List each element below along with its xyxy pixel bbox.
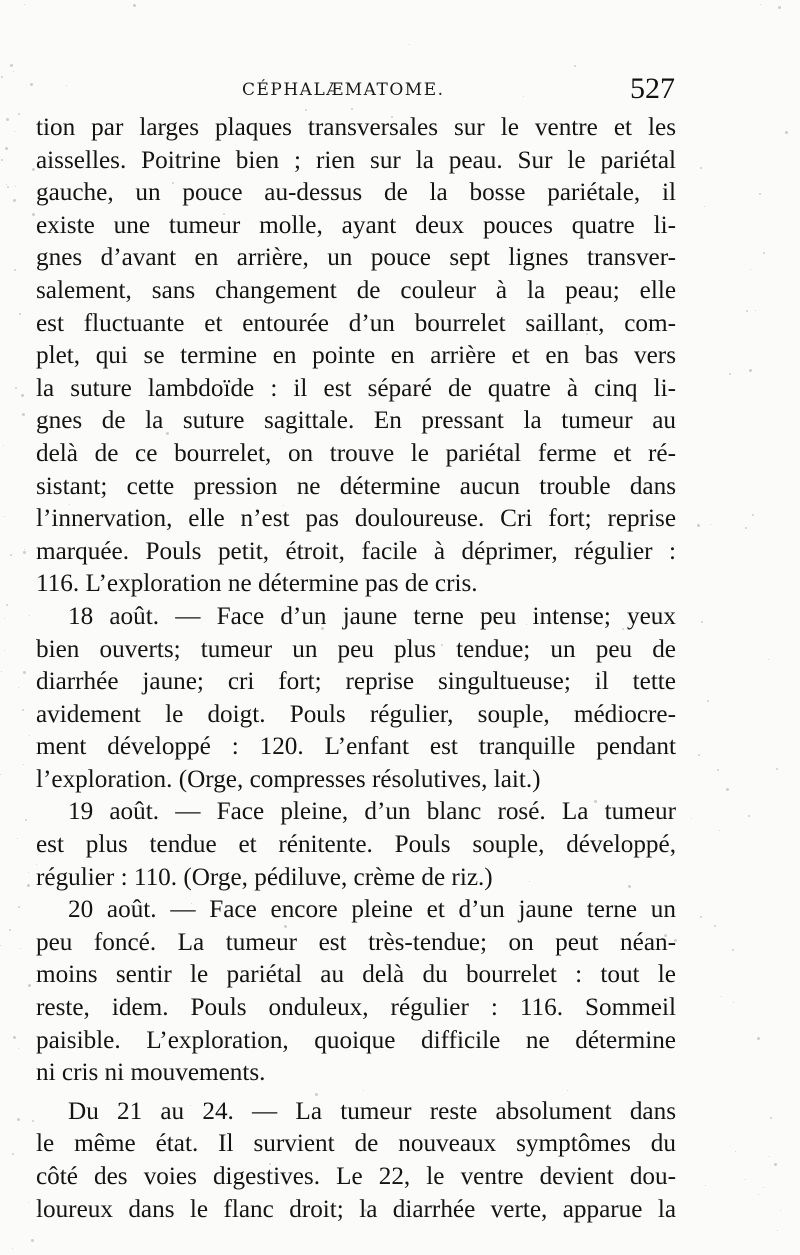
- paper-speckle: [133, 4, 136, 7]
- text-line: marquée. Pouls petit, étroit, facile à déprimer, régulier :: [36, 537, 676, 565]
- paper-speckle: [6, 118, 9, 121]
- text-line: est plus tendue et rénitente. Pouls souple, développé,: [36, 831, 676, 859]
- paper-speckle: [7, 186, 9, 188]
- text-line: existe une tumeur molle, ayant deux pouces quatre li-: [36, 211, 676, 239]
- paper-speckle: [14, 131, 15, 132]
- paper-speckle: [22, 413, 25, 416]
- paper-speckle: [729, 373, 731, 375]
- paper-speckle: [28, 1202, 29, 1203]
- paper-speckle: [733, 1002, 734, 1003]
- paper-speckle: [758, 1194, 759, 1195]
- paper-speckle: [18, 906, 20, 908]
- paper-speckle: [721, 996, 722, 997]
- paper-speckle: [785, 131, 788, 134]
- paper-speckle: [749, 369, 752, 372]
- paper-speckle: [366, 646, 367, 647]
- paper-speckle: [704, 206, 705, 207]
- paper-speckle: [21, 394, 24, 397]
- text-line: plet, qui se termine en pointe en arrière et en bas vers: [36, 342, 676, 370]
- paper-speckle: [523, 96, 524, 97]
- paper-speckle: [735, 1151, 736, 1152]
- text-line: 19 août. — Face pleine, d’un blanc rosé. La tumeur: [68, 798, 676, 826]
- text-line: reste, idem. Pouls onduleux, régulier : 116. Sommeil: [36, 994, 676, 1022]
- text-line: ment développé : 120. L’enfant est tranquille pendant: [36, 733, 676, 761]
- paper-speckle: [691, 818, 692, 819]
- paper-speckle: [25, 819, 27, 821]
- text-line: gnes d’avant en arrière, un pouce sept lignes transver-: [36, 244, 676, 272]
- paper-speckle: [700, 167, 702, 169]
- paper-speckle: [3, 445, 4, 446]
- paper-speckle: [24, 4, 25, 5]
- paper-speckle: [705, 1185, 706, 1186]
- paper-speckle: [28, 872, 29, 873]
- paper-speckle: [27, 884, 30, 887]
- body-text: [36, 112, 676, 1226]
- paper-speckle: [780, 1210, 781, 1211]
- paper-speckle: [1, 159, 3, 161]
- paper-speckle: [707, 700, 709, 702]
- text-line: gauche, un pouce au-dessus de la bosse pariétale, il: [36, 179, 676, 207]
- paper-speckle: [700, 916, 702, 918]
- text-line: aisselles. Poitrine bien ; rien sur la peau. Sur le pariétal: [36, 146, 676, 174]
- paper-speckle: [4, 516, 5, 517]
- paper-speckle: [18, 1048, 19, 1049]
- paper-speckle: [628, 885, 631, 888]
- paper-speckle: [284, 925, 287, 928]
- paper-speckle: [1, 671, 2, 672]
- paper-speckle: [6, 184, 7, 185]
- paper-speckle: [1, 76, 3, 78]
- paper-speckle: [23, 671, 26, 674]
- paper-speckle: [763, 252, 765, 254]
- page-number: 527: [630, 72, 675, 105]
- text-line: Du 21 au 24. — La tumeur reste absolument dans: [68, 1097, 676, 1125]
- paper-speckle: [752, 514, 754, 516]
- paper-speckle: [750, 269, 751, 270]
- paper-speckle: [6, 604, 8, 606]
- paper-speckle: [15, 387, 17, 389]
- text-line: avidement le doigt. Pouls régulier, souple, médiocre-: [36, 700, 676, 728]
- paper-speckle: [29, 735, 30, 736]
- paper-speckle: [166, 432, 169, 435]
- paper-speckle: [778, 6, 781, 9]
- text-line: 18 août. — Face d’un jaune terne peu intense; yeux: [68, 602, 676, 630]
- text-line: diarrhée jaune; cri fort; reprise singultueuse; il tette: [36, 668, 676, 696]
- paper-speckle: [32, 168, 35, 171]
- text-line: gnes de la suture sagittale. En pressant la tumeur au: [36, 407, 676, 435]
- paper-speckle: [28, 984, 31, 987]
- paper-speckle: [768, 659, 769, 660]
- paper-speckle: [29, 615, 30, 616]
- paper-speckle: [341, 876, 342, 877]
- paper-speckle: [726, 788, 729, 791]
- paper-speckle: [458, 940, 460, 942]
- paper-speckle: [20, 948, 21, 949]
- running-head: CÉPHALÆMATOME.: [242, 80, 445, 100]
- paper-speckle: [5, 147, 8, 150]
- text-line: delà de ce bourrelet, on trouve le pariétal ferme et ré-: [36, 439, 676, 467]
- paper-speckle: [269, 1163, 271, 1165]
- paper-speckle: [22, 709, 24, 711]
- paper-speckle: [32, 213, 35, 216]
- paper-speckle: [759, 193, 761, 195]
- text-line: loureux dans le flanc droit; la diarrhée verte, apparue la: [36, 1195, 676, 1223]
- paper-speckle: [774, 1163, 777, 1166]
- text-line: tion par larges plaques transversales sur le ventre et les: [36, 114, 676, 141]
- text-line: peu foncé. La tumeur est très-tendue; on peut néan-: [36, 928, 676, 956]
- paper-speckle: [4, 650, 5, 651]
- paper-speckle: [13, 199, 16, 202]
- text-line: 20 août. — Face encore pleine et d’un jaune terne un: [68, 896, 676, 924]
- paper-speckle: [574, 65, 576, 67]
- paper-speckle: [748, 815, 750, 817]
- paper-speckle: [321, 627, 324, 630]
- paper-speckle: [9, 929, 11, 931]
- paper-speckle: [183, 1038, 185, 1040]
- paper-speckle: [769, 1156, 770, 1157]
- paper-speckle: [116, 618, 119, 621]
- paper-speckle: [17, 838, 18, 839]
- paper-speckle: [770, 1117, 772, 1119]
- paper-speckle: [622, 628, 624, 630]
- paper-speckle: [746, 310, 748, 312]
- text-line: bien ouverts; tumeur un peu plus tendue; un peu de: [36, 635, 676, 663]
- paper-speckle: [13, 1036, 16, 1039]
- paper-speckle: [18, 113, 20, 115]
- paper-speckle: [674, 939, 677, 942]
- text-line: est fluctuante et entourée d’un bourrelet saillant, com-: [36, 309, 676, 337]
- paper-speckle: [23, 551, 26, 554]
- paper-speckle: [12, 1248, 13, 1249]
- paper-speckle: [0, 945, 1, 946]
- paper-speckle: [24, 549, 25, 550]
- paper-speckle: [701, 621, 703, 623]
- paper-speckle: [745, 527, 747, 529]
- text-line: 116. L’exploration ne détermine pas de cris.: [36, 570, 478, 598]
- paper-speckle: [18, 687, 19, 688]
- paper-speckle: [777, 1230, 778, 1231]
- paper-speckle: [732, 949, 734, 951]
- text-line: le même état. Il survient de nouveaux symptômes du: [36, 1130, 676, 1158]
- paper-speckle: [697, 524, 700, 527]
- paper-speckle: [760, 4, 761, 5]
- text-line: salement, sans changement de couleur à la peau; elle: [36, 276, 676, 304]
- paper-speckle: [664, 934, 667, 937]
- paper-speckle: [757, 1037, 760, 1040]
- paper-speckle: [12, 1153, 14, 1155]
- text-line: moins sentir le pariétal au delà du bourrelet : tout le: [36, 961, 676, 989]
- paper-speckle: [32, 1120, 34, 1122]
- text-line: l’exploration. (Orge, compresses résolutives, lait.): [36, 765, 541, 793]
- text-line: ni cris ni mouvements.: [36, 1059, 266, 1087]
- paper-speckle: [755, 310, 756, 311]
- text-line: côté des voies digestives. Le 22, le ventre devient dou-: [36, 1163, 676, 1190]
- paper-speckle: [717, 769, 719, 771]
- paper-speckle: [745, 1179, 746, 1180]
- paper-speckle: [14, 269, 16, 271]
- paper-speckle: [15, 186, 16, 187]
- paper-speckle: [31, 1239, 34, 1242]
- paper-speckle: [19, 313, 21, 315]
- text-line: sistant; cette pression ne détermine aucun trouble dans: [36, 472, 676, 500]
- paper-speckle: [719, 830, 720, 831]
- text-line: la suture lambdoïde : il est séparé de quatre à cinq li-: [36, 374, 676, 402]
- text-line: paisible. L’exploration, quoique difficile ne détermine: [36, 1026, 676, 1054]
- paper-speckle: [763, 1187, 764, 1188]
- paper-speckle: [23, 764, 24, 765]
- paper-speckle: [351, 108, 353, 110]
- paper-speckle: [10, 64, 13, 67]
- paper-speckle: [710, 524, 711, 525]
- text-line: régulier : 110. (Orge, pédiluve, crème de riz.): [36, 863, 493, 891]
- paper-speckle: [191, 903, 192, 904]
- page-header: [0, 72, 800, 112]
- paper-speckle: [714, 925, 716, 927]
- text-line: l’innervation, elle n’est pas douloureuse. Cri fort; reprise: [36, 505, 676, 533]
- paper-speckle: [698, 754, 700, 756]
- paper-speckle: [4, 618, 5, 619]
- paper-speckle: [409, 44, 410, 45]
- paper-speckle: [0, 774, 1, 775]
- paper-speckle: [776, 768, 778, 770]
- paper-speckle: [17, 1118, 20, 1121]
- paper-speckle: [10, 554, 12, 556]
- paper-speckle: [280, 438, 281, 439]
- paper-speckle: [13, 71, 14, 72]
